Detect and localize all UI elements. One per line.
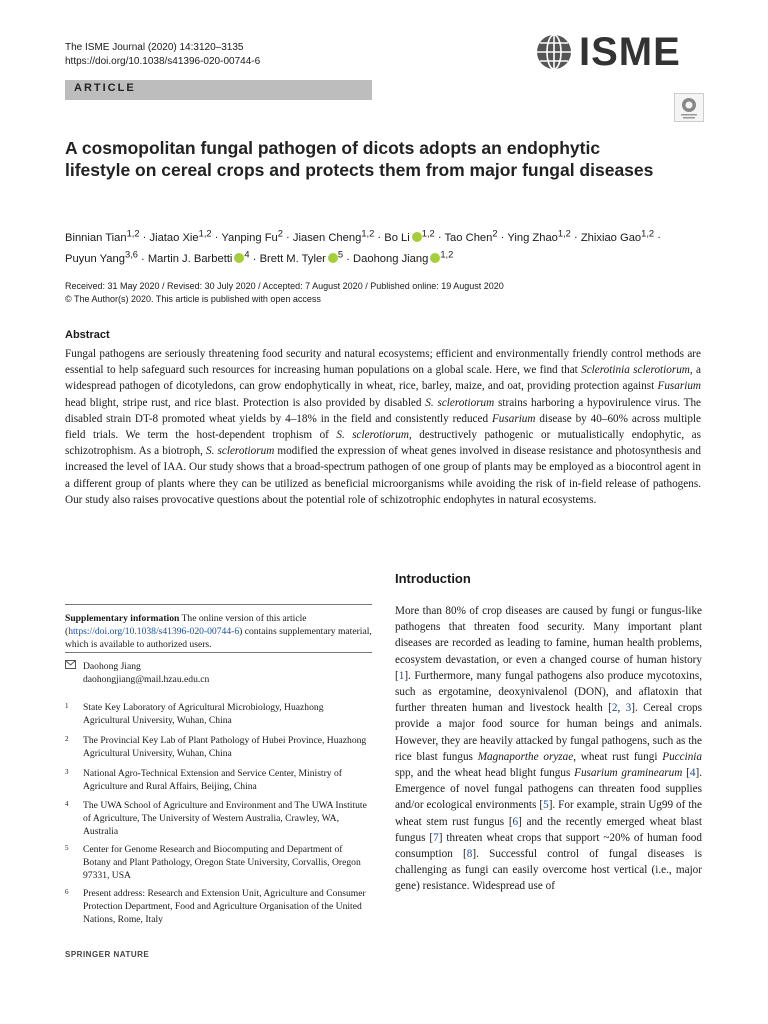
- author-list: [65, 225, 715, 268]
- orcid-icon[interactable]: [234, 253, 244, 263]
- introduction-text: More than 80% of crop diseases are caused by fungi or fungus-like pathogens that threaten food security. Many important plant diseases are recorded as leading to famine, human health problems, ecosystem devastation, or even a changed course of human history [1]. Furthermore, many fungal pathogens also produce mycotoxins, such as ergotamine, deoxynivalenol (DON), and aflatoxin that further threaten human and livestock health [2, 3]. Cereal crops provide a major food source for human beings and animals. However, they are heavily attacked by fungal pathogens, such as the rice blast fungus Magnaporthe oryzae, wheat rust fungi Puccinia spp, and the wheat head blight fungus Fusarium graminearum [4]. Emergence of novel fungal pathogens can threaten food supplies and/or ecological environments [5]. For example, strain Ug99 of the wheat stem rust fungus [6] and the recently emerged wheat blast fungus [7] threaten wheat crops that support ~20% of human food consumption [8]. Successful control of fungal diseases is challenging as fungi can easily overcome host vertical (i.e., major gene) resistance. Widespread use of: [395, 605, 702, 893]
- author[interactable]: Zhixiao Gao$^{1,2}$: [580, 228, 655, 244]
- citation-link[interactable]: 2: [611, 702, 618, 715]
- author-line-1: Binnian Tian$^{1,2}$ · Jiatao Xie$^{1,2}$ · Yanping $Fu^2$ · Jiasen Cheng$^{1,2}$ · Bo Li $^{1,2}$ · Tao Chen$^2$ · Ying Zhao$^{1,2}$ · Zhixiao Gao$^{1,2}$ ·: [65, 228, 661, 244]
- author[interactable]: Bo Li $^{1,2}$: [384, 228, 435, 244]
- journal-line: The ISME Journal (2020) 14:3120–3135: [65, 42, 244, 53]
- crossmark-icon: [675, 94, 703, 121]
- author[interactable]: Daohong Jiang $^{1,2}$: [353, 249, 454, 266]
- author[interactable]: Ying Zhao$^{1,2}$: [507, 228, 571, 244]
- orcid-icon[interactable]: [328, 253, 338, 263]
- author[interactable]: Binnian Tian$^{1,2}$: [65, 228, 140, 244]
- citation-link[interactable]: 3: [625, 702, 632, 715]
- abstract-heading: Abstract: [65, 329, 110, 341]
- affiliation: 2 The Provincial Key Lab of Plant Pathology of Hubei Province, Huazhong Agricultural University, Wuhan, China: [65, 735, 367, 759]
- publication-dates: [65, 280, 715, 306]
- author-line-2: Puyun Yang$^{3,6}$ · Martin J. Barbetti $^4$ · Brett M. Tyler $^5$ · Daohong Jiang $^{1,2}$: [65, 249, 454, 266]
- author[interactable]: Jiasen Cheng$^{1,2}$: [292, 228, 375, 244]
- doi-link[interactable]: https://doi.org/10.1038/s41396-020-00744-6: [65, 56, 261, 67]
- logo-text: ISME: [579, 30, 681, 74]
- orcid-icon[interactable]: [412, 232, 422, 242]
- citation-link[interactable]: 5: [543, 799, 549, 812]
- citation-link[interactable]: 7: [433, 831, 439, 844]
- affiliation: 3 National Agro-Technical Extension and Service Center, Ministry of Agriculture and Rural Affairs, Beijing, China: [65, 768, 342, 792]
- affiliation: 4 The UWA School of Agriculture and Environment and The UWA Institute of Agriculture, The University of Western Australia, Crawley, WA, Australia: [65, 800, 367, 837]
- citation-link[interactable]: 6: [512, 815, 519, 828]
- supplementary-link[interactable]: https://doi.org/10.1038/s41396-020-00744-6: [68, 626, 240, 637]
- author[interactable]: Jiatao Xie$^{1,2}$: [149, 228, 212, 244]
- copyright-line: © The Author(s) 2020. This article is published with open access: [65, 294, 321, 304]
- section-label: ARTICLE: [74, 82, 136, 94]
- author[interactable]: Puyun Yang$^{3,6}$: [65, 249, 138, 266]
- affiliation: 6 Present address: Research and Extension Unit, Agriculture and Consumer Protection Department, Food and Agriculture Organisation of the United Nations, Rome, Italy: [65, 888, 366, 925]
- correspondence-email[interactable]: daohongjiang@mail.hzau.edu.cn: [83, 674, 210, 685]
- crossmark-badge[interactable]: [674, 93, 704, 122]
- correspondence: [65, 660, 372, 686]
- author[interactable]: Brett M. Tyler $^5$: [259, 249, 344, 266]
- author[interactable]: Yanping Fu$^2$: [221, 228, 283, 244]
- citation-link[interactable]: 4: [689, 767, 696, 780]
- introduction-heading: Introduction: [395, 571, 471, 586]
- correspondence-name: Daohong Jiang: [83, 661, 141, 672]
- divider: [65, 652, 372, 653]
- affiliation: 1 State Key Laboratory of Agricultural Microbiology, Huazhong Agricultural University, Wuhan, China: [65, 702, 324, 726]
- journal-citation: [65, 41, 260, 69]
- article-title: A cosmopolitan fungal pathogen of dicots adopts an endophytic lifestyle on cereal crops and protects them from major fungal diseases: [65, 138, 654, 180]
- publisher-logo: SPRINGER NATURE: [65, 950, 150, 959]
- author[interactable]: Tao Chen$^2$: [444, 228, 498, 244]
- citation-link[interactable]: 1: [398, 669, 405, 682]
- author[interactable]: Martin J. Barbetti $^4$: [147, 249, 250, 266]
- orcid-icon[interactable]: [430, 253, 440, 263]
- globe-icon: [535, 33, 573, 71]
- envelope-icon: [65, 660, 83, 673]
- divider: [65, 604, 372, 605]
- abstract-text: Fungal pathogens are seriously threatening food security and natural ecosystems; efficient and environmentally friendly control methods are essential to help safeguard such resources for increasing human populations on a global scale. Here, we find that Sclerotinia sclerotiorum, a widespread pathogen of dicotyledons, can grow endophytically in wheat, rice, barley, maize, and oat, providing protection against Fusarium head blight, stripe rust, and rice blast. Protection is also provided by disabled S. sclerotiorum strains harboring a hypovirulence virus. The disabled strain DT-8 promoted wheat yields by 4–18% in the field and consistently reduced Fusarium disease by 40–60% across multiple field trials. We term the host-dependent trophism of S. sclerotiorum, destructively pathogenic or mutualistically endophytic, as schizotrophism. As a biotroph, S. sclerotiorum modified the expression of wheat genes involved in disease resistance and photosynthesis and increased the level of IAA. Our study shows that a broad-spectrum pathogen of one group of plants may be employed as a biocontrol agent in a different group of plants where they can be utilized as beneficial microorganisms while avoiding the risk of in-field release of pathogens. Our study also raises provocative questions about the potential role of schizotrophic endophytes in natural ecosystems.: [65, 348, 701, 506]
- supplementary-note: Supplementary information The online version of this article (https://doi.org/10.1038/s41396-020-00744-6) contains supplementary material, which is available to authorized users.: [65, 613, 372, 650]
- isme-logo[interactable]: [535, 32, 705, 72]
- citation-link[interactable]: 8: [466, 848, 473, 861]
- affiliation: 5 Center for Genome Research and Biocomputing and Department of Botany and Plant Pathology, Oregon State University, Corvallis, Oregon 97331, USA: [65, 844, 361, 881]
- dates-line: Received: 31 May 2020 / Revised: 30 July 2020 / Accepted: 7 August 2020 / Published online: 19 August 2020: [65, 281, 504, 291]
